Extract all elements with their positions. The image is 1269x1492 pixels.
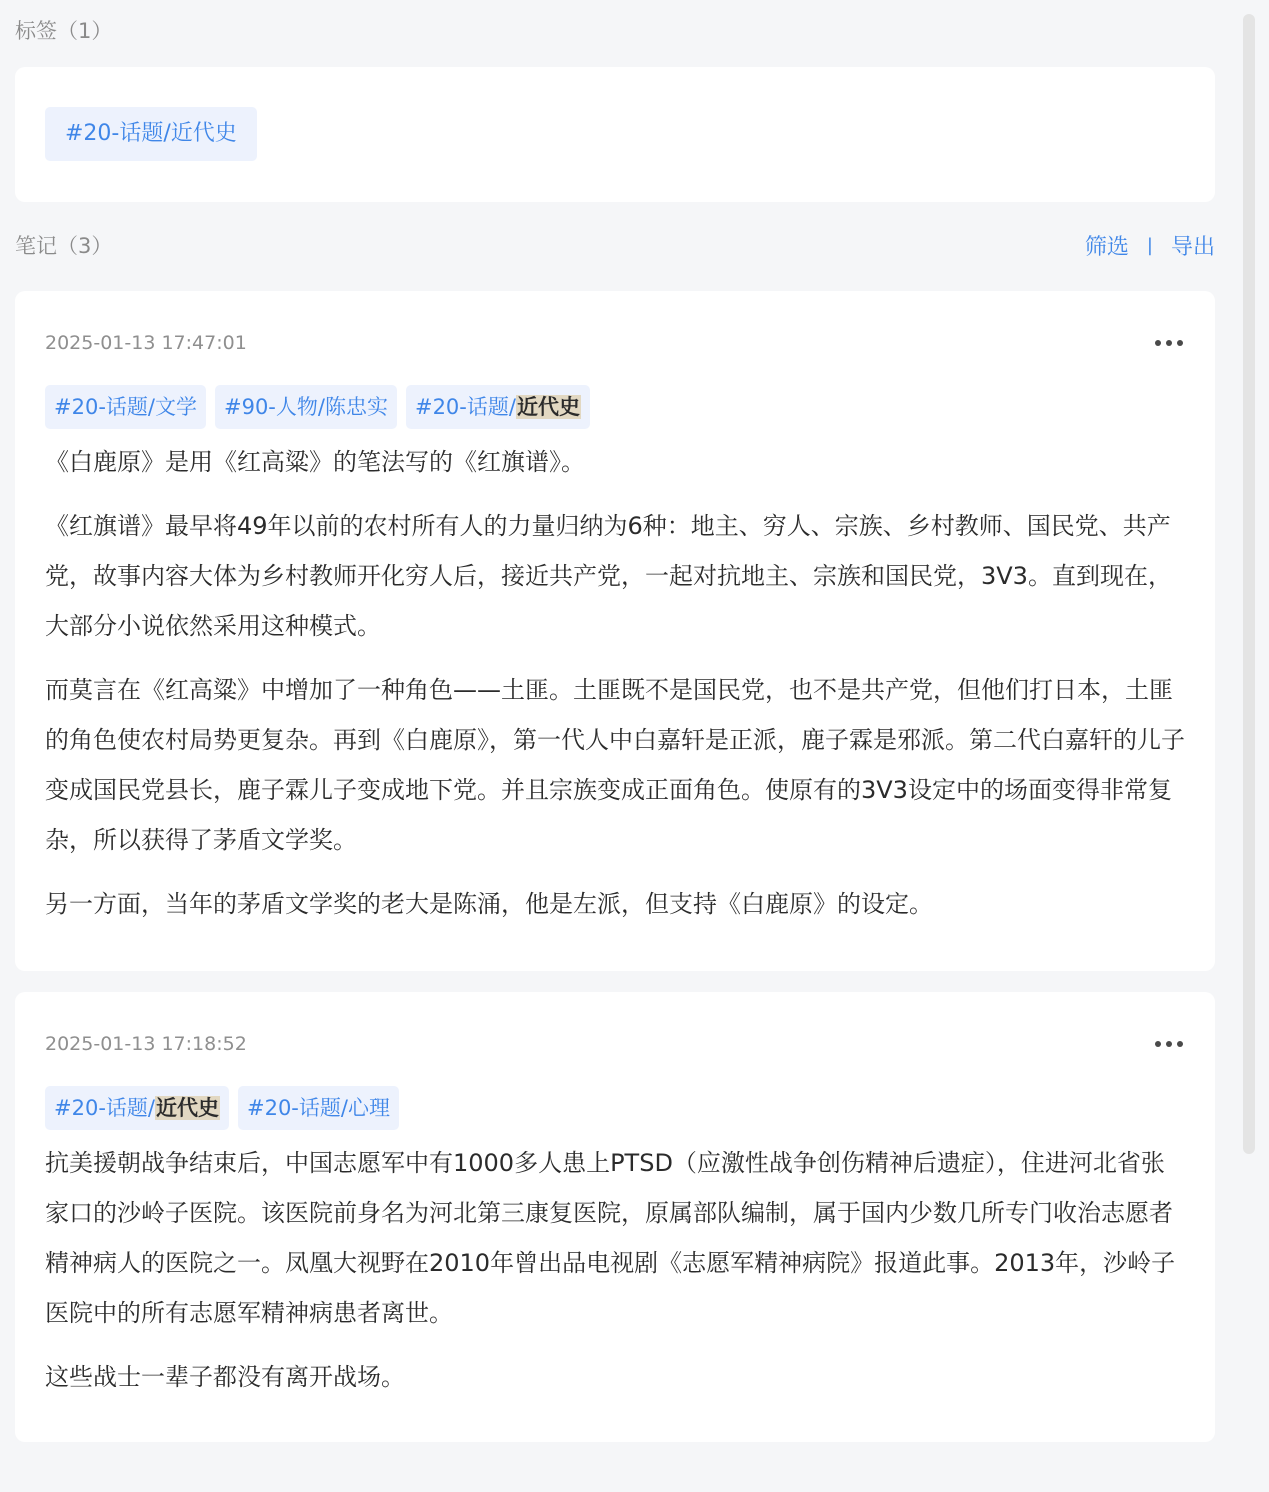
note-tag[interactable]: [215, 385, 397, 429]
notes-section-header: [15, 230, 1215, 260]
note-timestamp: 2025-01-13 17:47:01: [45, 332, 247, 354]
notes-section-title: 笔记（3）: [15, 234, 113, 258]
note-tag-text: #20-话题/心理: [246, 1096, 390, 1120]
note-body: [45, 1138, 1185, 1402]
note-tags: [45, 1086, 1185, 1130]
note-tag-text: #20-话题/文学: [54, 395, 197, 419]
note-paragraph: 《红旗谱》最早将49年以前的农村所有人的力量归纳为6种：地主、穷人、宗族、乡村教师、国民党、共产党，故事内容大体为乡村教师开化穷人后，接近共产党，一起对抗地主、宗族和国民党，3V3。直到现在，大部分小说依然采用这种模式。: [45, 512, 1172, 640]
tags-section-header: [15, 15, 1215, 45]
more-options-icon[interactable]: [1155, 1041, 1185, 1047]
note-tags: [45, 385, 1185, 429]
note-timestamp: 2025-01-13 17:18:52: [45, 1033, 247, 1055]
tag-pill[interactable]: #20-话题/近代史: [45, 107, 257, 161]
note-tag[interactable]: [238, 1086, 399, 1130]
note-tag-highlight: 近代史: [155, 1096, 219, 1120]
notes-actions: [1085, 230, 1215, 261]
note-tag-highlight: 近代史: [516, 395, 580, 419]
notes-page: [15, 0, 1215, 1442]
tags-section-title: 标签（1）: [15, 19, 113, 43]
note-header: [45, 323, 1185, 363]
more-options-icon[interactable]: [1155, 340, 1185, 346]
export-button[interactable]: 导出: [1170, 234, 1215, 260]
note-tag-text: #20-话题/: [54, 1096, 155, 1120]
note-tag[interactable]: [45, 1086, 229, 1130]
note-paragraph: 另一方面，当年的茅盾文学奖的老大是陈涌，他是左派，但支持《白鹿原》的设定。: [45, 890, 933, 918]
note-tag[interactable]: [406, 385, 590, 429]
note-tag[interactable]: [45, 385, 206, 429]
actions-separator: |: [1146, 234, 1153, 256]
note-card: [15, 992, 1215, 1442]
note-paragraph: 抗美援朝战争结束后，中国志愿军中有1000多人患上PTSD（应激性战争创伤精神后遗症），住进河北省张家口的沙岭子医院。该医院前身名为河北第三康复医院，原属部队编制，属于国内少数几所专门收治志愿者精神病人的医院之一。凤凰大视野在2010年曾出品电视剧《志愿军精神病院》报道此事。2013年，沙岭子医院中的所有志愿军精神病患者离世。: [45, 1149, 1176, 1327]
note-header: [45, 1024, 1185, 1064]
note-tag-text: #20-话题/: [414, 395, 516, 419]
note-body: [45, 437, 1185, 929]
tags-card: [15, 67, 1215, 202]
note-card: [15, 291, 1215, 971]
note-paragraph: 这些战士一辈子都没有离开战场。: [45, 1363, 405, 1391]
scrollbar[interactable]: [1243, 14, 1255, 1154]
note-tag-text: #90-人物/陈忠实: [223, 395, 388, 419]
filter-button[interactable]: 筛选: [1084, 234, 1129, 260]
note-paragraph: 而莫言在《红高粱》中增加了一种角色——土匪。土匪既不是国民党，也不是共产党，但他们打日本，土匪的角色使农村局势更复杂。再到《白鹿原》，第一代人中白嘉轩是正派，鹿子霖是邪派。第二代白嘉轩的儿子变成国民党县长，鹿子霖儿子变成地下党。并且宗族变成正面角色。使原有的3V3设定中的场面变得非常复杂，所以获得了茅盾文学奖。: [45, 676, 1185, 854]
note-paragraph: 《白鹿原》是用《红高粱》的笔法写的《红旗谱》。: [45, 448, 585, 476]
